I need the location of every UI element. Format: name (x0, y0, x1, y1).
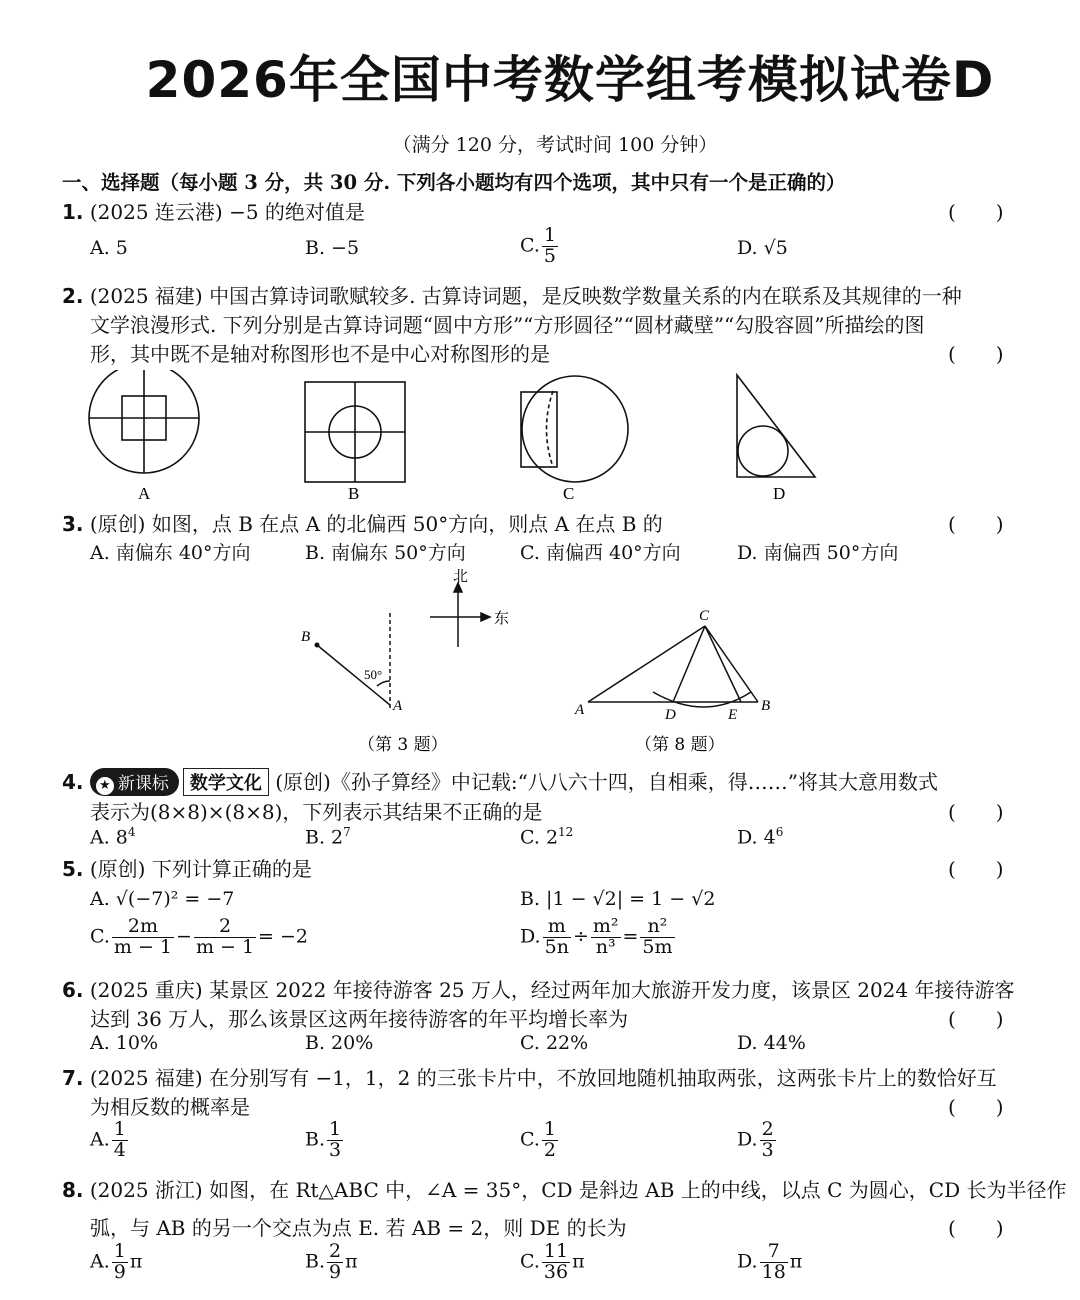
numerator: 2 (194, 917, 256, 938)
denominator: 5 (543, 244, 556, 267)
numerator: m (543, 917, 571, 938)
option-c (520, 1120, 560, 1161)
exponent: 6 (775, 825, 784, 839)
option-label: C. (520, 234, 540, 257)
denominator: 9 (329, 1260, 342, 1283)
option-c (520, 226, 560, 267)
denominator: n³ (595, 935, 616, 958)
figure-3 (290, 565, 530, 760)
new-curriculum-badge (90, 768, 179, 796)
question-8-line-2: 弧，与 AB 的另一个交点为点 E. 若 AB = 2，则 DE 的长为 (90, 1216, 627, 1240)
badge-label: 新课标 (117, 774, 169, 794)
option-d (520, 917, 677, 958)
numerator: 2m (112, 917, 174, 938)
answer-paren: ( ) (948, 800, 1004, 824)
option-d: D. √5 (737, 237, 788, 259)
exponent: 4 (127, 825, 136, 839)
question-number: 6. (62, 978, 84, 1002)
point-a-label: A (393, 698, 403, 714)
question-number: 2. (62, 284, 84, 308)
figure-label-a: A (138, 484, 151, 503)
question-text: (2025 连云港) −5 的绝对值是 (89, 200, 365, 224)
option-label: D. (520, 925, 541, 948)
question-text: (原创) 下列计算正确的是 (89, 857, 312, 881)
question-text: (2025 福建) 中国古算诗词歌赋较多. 古算诗词题，是反映数学数量关系的内在联系及其规律的一种 (89, 284, 962, 308)
numerator: 1 (113, 1118, 126, 1140)
fraction (760, 1242, 788, 1283)
option-label: C. (90, 925, 110, 948)
option-b: B. 南偏东 50°方向 (305, 542, 466, 564)
denominator: 36 (543, 1260, 569, 1283)
option-b (305, 1242, 358, 1283)
answer-paren: ( ) (948, 1216, 1004, 1240)
option-d: D. 44% (737, 1032, 806, 1054)
operator: = (622, 925, 639, 948)
question-7-line-2: 为相反数的概率是 (90, 1095, 250, 1119)
option-a: A. 5 (90, 237, 128, 259)
question-2-line-1 (62, 280, 962, 309)
point-a-label: A (575, 702, 585, 718)
north-label: 北 (453, 567, 469, 585)
option-a: A. 南偏东 40°方向 (90, 542, 251, 564)
option-b: B. |1 − √2| = 1 − √2 (520, 888, 716, 910)
fraction (591, 917, 621, 958)
denominator: 3 (761, 1138, 774, 1161)
option-c (90, 917, 308, 958)
pi-symbol: π (572, 1250, 585, 1273)
option-c (520, 1242, 585, 1283)
answer-paren: ( ) (948, 857, 1004, 881)
option-label: D. (737, 1250, 758, 1273)
question-5 (62, 853, 312, 882)
numerator: 7 (760, 1242, 788, 1263)
question-2-line-3: 形，其中既不是轴对称图形也不是中心对称图形的是 (90, 342, 550, 366)
numerator: 1 (543, 1118, 556, 1140)
option-label: C. (520, 1250, 540, 1273)
option-a: A. 10% (90, 1032, 159, 1054)
question-4-line-2: 表示为(8×8)×(8×8)，下列表示其结果不正确的是 (90, 800, 543, 824)
option-label: D. 4 (737, 826, 776, 849)
figure-label-d: D (773, 484, 786, 503)
denominator: 4 (113, 1138, 126, 1161)
option-d (737, 825, 783, 848)
question-number: 5. (62, 857, 84, 881)
option-a (90, 825, 136, 848)
star-icon: ★ (96, 777, 114, 795)
figure-b (305, 382, 405, 482)
angle-label: 50° (364, 667, 383, 682)
denominator: 5n (544, 935, 569, 958)
question-number: 3. (62, 512, 84, 536)
option-label: C. 2 (520, 826, 559, 849)
option-c: C. 南偏西 40°方向 (520, 542, 681, 564)
answer-paren: ( ) (948, 512, 1004, 536)
exponent: 12 (558, 825, 574, 839)
fraction (327, 1242, 343, 1283)
fraction (542, 1242, 570, 1283)
fraction (327, 1120, 343, 1161)
numerator: 1 (113, 1240, 126, 1262)
point-b-label: B (761, 698, 771, 714)
numerator: 1 (543, 224, 556, 246)
option-b (305, 1120, 345, 1161)
fraction (112, 917, 174, 958)
denominator: 9 (113, 1260, 126, 1283)
denominator: m − 1 (195, 935, 255, 958)
result: = −2 (258, 925, 309, 948)
figure-label-b: B (348, 484, 360, 503)
option-label: B. (305, 1128, 326, 1151)
figure-label-c: C (563, 484, 575, 503)
option-label: A. (90, 1250, 110, 1273)
exam-title: 2026年全国中考数学组考模拟试卷D (145, 51, 995, 109)
question-text: (2025 浙江) 如图，在 Rt△ABC 中，∠A = 35°，CD 是斜边 AB 上的中线，以点 C 为圆心，CD 长为半径作 (89, 1178, 1067, 1202)
figure-3-caption: （第 3 题） (358, 735, 448, 755)
denominator: 2 (543, 1138, 556, 1161)
point-b-label: B (301, 629, 311, 645)
answer-paren: ( ) (948, 200, 1004, 224)
question-7-line-1 (62, 1062, 997, 1091)
numerator: 2 (329, 1240, 342, 1262)
operator: ÷ (572, 925, 589, 948)
question-text: (2025 重庆) 某景区 2022 年接待游客 25 万人，经过两年加大旅游开发力度，该景区 2024 年接待游客 (89, 978, 1015, 1002)
answer-paren: ( ) (948, 1095, 1004, 1119)
question-text: (2025 福建) 在分别写有 −1，1，2 的三张卡片中，不放回地随机抽取两张，这两张卡片上的数恰好互 (89, 1066, 997, 1090)
option-label: A. 8 (90, 826, 128, 849)
q2-figures (80, 370, 840, 510)
option-label: B. (305, 1250, 326, 1273)
option-d (737, 1242, 802, 1283)
point-d-label: D (665, 707, 676, 723)
question-1 (62, 196, 365, 225)
math-culture-badge: 数学文化 (183, 768, 269, 796)
option-label: C. (520, 1128, 540, 1151)
question-number: 8. (62, 1178, 84, 1202)
option-b (305, 825, 351, 848)
fraction (543, 917, 571, 958)
option-b: B. −5 (305, 237, 360, 259)
pi-symbol: π (345, 1250, 358, 1273)
numerator: m² (592, 915, 619, 937)
operator: − (176, 925, 192, 948)
denominator: 3 (329, 1138, 342, 1161)
numerator: n² (640, 917, 674, 938)
option-d (737, 1120, 778, 1161)
option-d: D. 南偏西 50°方向 (737, 542, 899, 564)
question-2-line-2: 文学浪漫形式. 下列分别是古算诗词题“圆中方形”“方形圆径”“圆材藏壁”“勾股容圆”所描绘的图 (90, 313, 925, 337)
option-b: B. 20% (305, 1032, 374, 1054)
option-label: B. 2 (305, 826, 344, 849)
exponent: 7 (343, 825, 351, 839)
figure-c (521, 376, 628, 482)
fraction (542, 1120, 558, 1161)
question-4-line-1 (62, 766, 938, 796)
question-text: (原创) 如图，点 B 在点 A 的北偏西 50°方向，则点 A 在点 B 的 (89, 512, 663, 536)
option-c: C. 22% (520, 1032, 589, 1054)
figure-8-caption: （第 8 题） (635, 735, 725, 755)
question-8-line-1 (62, 1174, 1067, 1203)
option-label: D. (737, 1128, 758, 1151)
answer-paren: ( ) (948, 342, 1004, 366)
figure-d (737, 375, 815, 477)
pi-symbol: π (789, 1250, 803, 1273)
fraction (542, 226, 558, 267)
fraction (112, 1242, 128, 1283)
numerator: 2 (761, 1118, 774, 1140)
figure-a (89, 370, 199, 473)
fraction (194, 917, 256, 958)
question-3 (62, 508, 663, 537)
fraction (112, 1120, 128, 1161)
question-number: 7. (62, 1066, 84, 1090)
fraction (640, 917, 674, 958)
option-a: A. √(−7)² = −7 (90, 888, 235, 910)
option-a (90, 1120, 130, 1161)
section-heading: 一、选择题（每小题 3 分，共 30 分. 下列各小题均有四个选项，其中只有一个是正确的） (62, 171, 846, 194)
numerator: 1 (329, 1118, 342, 1140)
numerator: 11 (543, 1240, 569, 1262)
question-number: 1. (62, 200, 84, 224)
denominator: m − 1 (113, 935, 173, 958)
east-label: 东 (494, 609, 510, 627)
pi-symbol: π (129, 1250, 143, 1273)
question-6-line-1 (62, 974, 1014, 1003)
point-c-label: C (699, 608, 710, 624)
figure-8 (565, 600, 785, 760)
option-a (90, 1242, 142, 1283)
answer-paren: ( ) (948, 1007, 1004, 1031)
fraction (760, 1120, 776, 1161)
denominator: 18 (761, 1260, 786, 1283)
exam-subtitle: （满分 120 分，考试时间 100 分钟） (392, 134, 718, 156)
point-e-label: E (728, 707, 738, 723)
question-text: (原创)《孙子算经》中记载:“八八六十四，自相乘，得……”将其大意用数式 (275, 770, 939, 794)
option-c (520, 825, 573, 848)
question-number: 4. (62, 770, 84, 794)
question-6-line-2: 达到 36 万人，那么该景区这两年接待游客的年平均增长率为 (90, 1007, 629, 1031)
option-label: A. (90, 1128, 110, 1151)
denominator: 5m (642, 935, 673, 958)
